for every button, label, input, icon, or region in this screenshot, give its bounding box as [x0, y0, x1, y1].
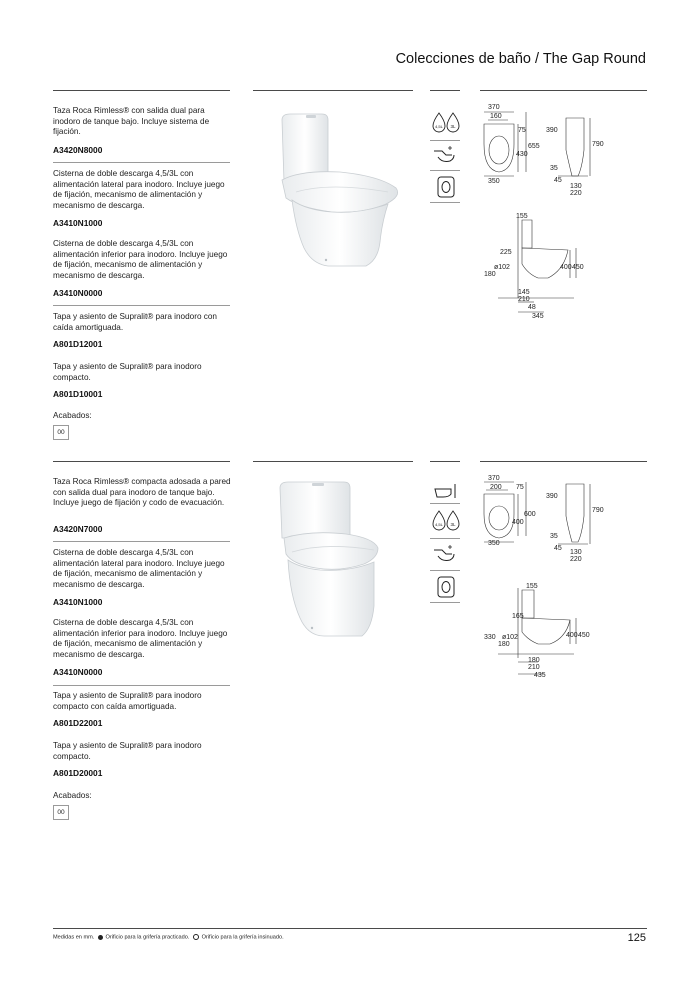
dim-label: 75 — [516, 484, 524, 491]
dim-label: 210 — [518, 296, 530, 303]
dim-label: 450 — [578, 632, 590, 639]
product-description: Cisterna de doble descarga 4,5/3L con alimentación lateral para inodoro. Incluye juego de fijación, mecanismo de alimentación y mecanismo de descarga. — [53, 169, 225, 210]
dim-label: 330 — [484, 634, 496, 641]
finishes-label: Acabados: — [53, 411, 92, 420]
flush-big-label: 4,5L — [435, 522, 443, 527]
dim-label: 155 — [526, 583, 538, 590]
footer-measure-note: Medidas en mm. — [53, 934, 95, 941]
dim-label: 220 — [570, 190, 582, 197]
flush-small-label: 3L — [450, 124, 456, 129]
product-description: Taza Roca Rimless® compacta adosada a pared con salida dual para inodoro de tanque bajo. Incluye juego de fijación y codo de evacuación. — [53, 477, 231, 508]
dim-label: 180 — [528, 657, 540, 664]
product-description: Tapa y asiento de Supralit® para inodoro compacto con caída amortiguada. — [53, 691, 202, 711]
rimless-bowl-icon — [437, 576, 455, 598]
dim-label: ø102 — [502, 634, 518, 641]
dim-label: 220 — [570, 556, 582, 563]
product-code: A801D12001 — [53, 339, 103, 349]
hollow-circle-icon — [193, 934, 199, 940]
divider — [430, 602, 460, 603]
dim-label: 180 — [484, 271, 496, 278]
dim-label: 400 — [512, 519, 524, 526]
dim-label: 160 — [490, 113, 502, 120]
divider — [480, 461, 647, 462]
product-description: Tapa y asiento de Supralit® para inodoro con caída amortiguada. — [53, 312, 217, 332]
technical-drawing-top-view — [478, 470, 648, 570]
dim-label: 600 — [524, 511, 536, 518]
dim-label: 210 — [528, 664, 540, 671]
dim-label: 48 — [528, 304, 536, 311]
divider — [430, 503, 460, 504]
filled-circle-icon — [98, 935, 103, 940]
product-code: A3420N7000 — [53, 524, 103, 534]
divider — [430, 461, 460, 462]
rimless-bowl-icon — [437, 176, 455, 198]
product-code: A3420N8000 — [53, 145, 103, 155]
finish-swatch: 00 — [53, 805, 69, 820]
dim-label: 350 — [488, 178, 500, 185]
technical-drawing-side-view — [478, 578, 648, 683]
divider — [53, 162, 230, 163]
divider — [53, 461, 230, 462]
dim-label: 370 — [488, 475, 500, 482]
divider — [253, 90, 413, 91]
toilet-product-image — [270, 476, 410, 640]
product-description: Cisterna de doble descarga 4,5/3L con alimentación lateral para inodoro. Incluye juego de fijación, mecanismo de alimentación y mecanismo de descarga. — [53, 548, 225, 589]
dim-label: 345 — [532, 313, 544, 320]
dim-label: 75 — [518, 127, 526, 134]
footer-divider — [53, 928, 647, 929]
divider — [430, 140, 460, 141]
dim-label: 450 — [572, 264, 584, 271]
divider — [430, 90, 460, 91]
dim-label: 35 — [550, 165, 558, 172]
dim-label: 165 — [512, 613, 524, 620]
dim-label: 370 — [488, 104, 500, 111]
dim-label: 400 — [566, 632, 578, 639]
wall-adjacent-icon — [433, 483, 459, 499]
dim-label: 655 — [528, 143, 540, 150]
flush-small-label: 3L — [450, 522, 456, 527]
dim-label: 45 — [554, 545, 562, 552]
flush-big-label: 4,5L — [435, 124, 443, 129]
product-code: A3410N0000 — [53, 288, 103, 298]
clean-hand-icon — [432, 145, 458, 165]
product-description: Tapa y asiento de Supralit® para inodoro compacto. — [53, 741, 202, 761]
divider — [430, 170, 460, 171]
dim-label: 130 — [570, 549, 582, 556]
footer-note — [53, 934, 284, 940]
finish-swatch: 00 — [53, 425, 69, 440]
product-code: A801D10001 — [53, 389, 103, 399]
divider — [430, 570, 460, 571]
divider — [53, 541, 230, 542]
finishes-label: Acabados: — [53, 791, 92, 800]
product-code: A3410N0000 — [53, 667, 103, 677]
divider — [480, 90, 647, 91]
divider — [430, 202, 460, 203]
dim-label: 45 — [554, 177, 562, 184]
toilet-product-image — [270, 110, 410, 270]
clean-hand-icon — [432, 544, 458, 564]
divider — [53, 90, 230, 91]
technical-drawing-top-view — [478, 100, 648, 200]
product-description: Cisterna de doble descarga 4,5/3L con alimentación inferior para inodoro. Incluye juego de fijación, mecanismo de alimentación y mecanismo de descarga. — [53, 239, 228, 280]
divider — [430, 538, 460, 539]
divider — [53, 685, 230, 686]
dim-label: 130 — [570, 183, 582, 190]
dim-label: 790 — [592, 141, 604, 148]
technical-drawing-side-view — [478, 208, 648, 323]
product-description: Taza Roca Rimless® con salida dual para inodoro de tanque bajo. Incluye sistema de fijación. — [53, 106, 210, 137]
dim-label: 390 — [546, 127, 558, 134]
page-number: 125 — [627, 932, 646, 944]
product-description: Cisterna de doble descarga 4,5/3L con alimentación inferior para inodoro. Incluye juego de fijación, mecanismo de alimentación y mecanismo de descarga. — [53, 618, 228, 659]
product-code: A801D20001 — [53, 768, 103, 778]
dim-label: ø102 — [494, 264, 510, 271]
dim-label: 145 — [518, 289, 530, 296]
dim-label: 350 — [488, 540, 500, 547]
dim-label: 225 — [500, 249, 512, 256]
dim-label: 790 — [592, 507, 604, 514]
product-code: A801D22001 — [53, 718, 103, 728]
divider — [253, 461, 413, 462]
dual-flush-icon — [430, 509, 462, 535]
footer-marked-note: Orificio para la grifería insinuado. — [201, 934, 284, 941]
footer-drilled-note: Orificio para la grifería practicado. — [105, 934, 190, 941]
dim-label: 390 — [546, 493, 558, 500]
dim-label: 155 — [516, 213, 528, 220]
product-code: A3410N1000 — [53, 218, 103, 228]
dim-label: 435 — [534, 672, 546, 679]
product-description: Tapa y asiento de Supralit® para inodoro compacto. — [53, 362, 202, 382]
dim-label: 200 — [490, 484, 502, 491]
dim-label: 35 — [550, 533, 558, 540]
dim-label: 180 — [498, 641, 510, 648]
dim-label: 430 — [516, 151, 528, 158]
divider — [53, 305, 230, 306]
page-title: Colecciones de baño / The Gap Round — [395, 51, 646, 67]
product-code: A3410N1000 — [53, 597, 103, 607]
dim-label: 400 — [560, 264, 572, 271]
dual-flush-icon — [430, 111, 462, 137]
